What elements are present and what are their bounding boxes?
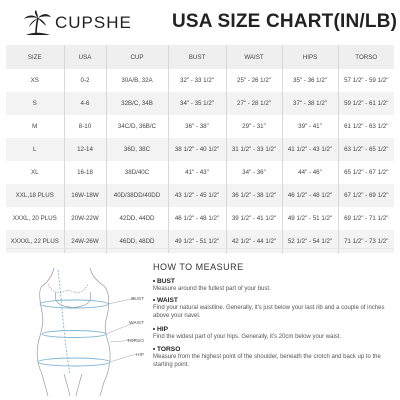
cell-torso: 69 1/2" - 71 1/2" [338,207,394,230]
cell-waist: 36 1/2" - 38 1/2" [226,184,282,207]
cell-size: S [6,92,64,115]
cell-waist: 27" - 28 1/2" [226,92,282,115]
cell-hips: 49 1/2" - 51 1/2" [282,207,338,230]
table-row [6,230,394,253]
cell-waist: 39 1/2" - 41 1/2" [226,207,282,230]
measure-description: Measure around the fullest part of your bust. [153,286,271,292]
cell-size: XXXL, 20 PLUS [12,215,57,222]
table-row [6,69,394,92]
measure-item-hip [153,326,393,341]
cell-waist: 31 1/2" - 33 1/2" [226,138,282,161]
cell-waist: 42 1/2" - 44 1/2" [226,230,282,253]
cell-hips: 37" - 38 1/2" [282,92,338,115]
table-row [6,207,394,230]
cell-cup: 34C/D, 36B/C [106,115,168,138]
bullet-icon [153,280,155,282]
cell-cup: 32B/C, 34B [106,92,168,115]
cell-size: XS [30,77,39,84]
figure-label-waist: WAIST [128,321,144,326]
cell-size: L [6,138,64,161]
cell-size: XXL,18 PLUS [6,184,64,207]
palm-tree-icon [22,10,52,36]
column-header-torso: TORSO [338,45,394,69]
cell-usa: 4-6 [64,92,106,115]
measure-description: Measure from the highest point of the shoulder, beneath the crotch and back up to the starting point. [153,354,381,368]
cell-bust: 43 1/2" - 45 1/2" [168,184,226,207]
table-row [6,138,394,161]
measure-title: WAIST [157,297,178,304]
cell-bust: 46 1/2" - 48 1/2" [168,207,226,230]
how-to-measure-title: HOW TO MEASURE [153,262,244,272]
cell-waist: 34" - 36" [226,161,282,184]
figure-label-bust: BUST [131,297,144,302]
cell-usa: 24W-26W [64,230,106,253]
cell-torso: 61 1/2" - 63 1/2" [338,115,394,138]
column-header-cup: CUP [106,45,168,69]
cell-cup: 36D, 38C [106,138,168,161]
measure-description: Find your natural waistline. Generally, it's just below your last rib and a couple of inches above your navel. [153,305,385,319]
column-header-waist: WAIST [226,45,282,69]
cell-bust: 41" - 43" [168,161,226,184]
cell-cup: 40D/38DD/40DD [106,184,168,207]
brand-logo [22,8,152,38]
cell-cup: 46DD, 48DD [106,230,168,253]
cell-torso: 67 1/2" - 69 1/2" [338,184,394,207]
cell-bust: 32" - 33 1/2" [168,69,226,92]
measure-item-torso [153,346,393,369]
cell-bust: 49 1/2" - 51 1/2" [168,230,226,253]
cell-usa: 20W-22W [64,207,106,230]
brand-name: CUPSHE [55,13,132,32]
section-divider [6,248,394,249]
cell-usa: 16-18 [64,161,106,184]
table-row [6,92,394,115]
cell-bust: 38 1/2" - 40 1/2" [168,138,226,161]
cell-usa: 0-2 [64,69,106,92]
cell-bust: 34" - 35 1/2" [168,92,226,115]
cell-hips: 35" - 36 1/2" [282,69,338,92]
cell-cup: 38D/40C [106,161,168,184]
cell-torso: 65 1/2" - 67 1/2" [338,161,394,184]
cell-size: XL [30,169,39,176]
table-row [6,184,394,207]
cell-hips: 41 1/2" - 43 1/2" [282,138,338,161]
cell-torso: 63 1/2" - 65 1/2" [338,138,394,161]
cell-torso: 57 1/2" - 59 1/2" [338,69,394,92]
bullet-icon [153,299,155,301]
cell-hips: 52 1/2" - 54 1/2" [282,230,338,253]
cell-cup: 42DD, 44DD [106,207,168,230]
column-header-bust: BUST [168,45,226,69]
cell-torso: 71 1/2" - 73 1/2" [338,230,394,253]
column-header-size: SIZE [6,45,64,69]
cell-usa: 12-14 [64,138,106,161]
size-chart-table [6,45,394,253]
figure-label-torso: TORSO [127,339,144,344]
bullet-icon [153,328,155,330]
measure-item-waist [153,297,393,320]
body-measurement-figure [18,262,148,396]
measure-description: Find the widest part of your hips. Generally, it's 20cm below your waist. [153,334,342,340]
cell-waist: 25" - 26 1/2" [226,69,282,92]
table-row [6,161,394,184]
cell-usa: 16W-18W [64,184,106,207]
measure-item-bust [153,278,393,293]
cell-cup: 30A/B, 32A [106,69,168,92]
cell-torso: 59 1/2" - 61 1/2" [338,92,394,115]
page-title: USA SIZE CHART(IN/LB) [172,11,398,32]
cell-bust: 36" - 38" [168,115,226,138]
figure-label-hip: HIP [136,353,144,358]
table-row [6,115,394,138]
cell-size: M [32,123,38,130]
measure-title: HIP [157,326,168,333]
cell-size: XXXXL, 22 PLUS [6,230,64,253]
cell-hips: 39" - 41" [282,115,338,138]
bullet-icon [153,348,155,350]
cell-hips: 46 1/2" - 48 1/2" [282,184,338,207]
measure-title: BUST [157,278,175,285]
table-header-row [6,45,394,69]
column-header-hips: HIPS [282,45,338,69]
cell-waist: 29" - 31" [226,115,282,138]
measurement-lines [38,270,110,374]
cell-usa: 8-10 [64,115,106,138]
cell-hips: 44" - 46" [282,161,338,184]
column-header-usa: USA [64,45,106,69]
header [0,0,400,45]
measure-title: TORSO [157,346,181,353]
